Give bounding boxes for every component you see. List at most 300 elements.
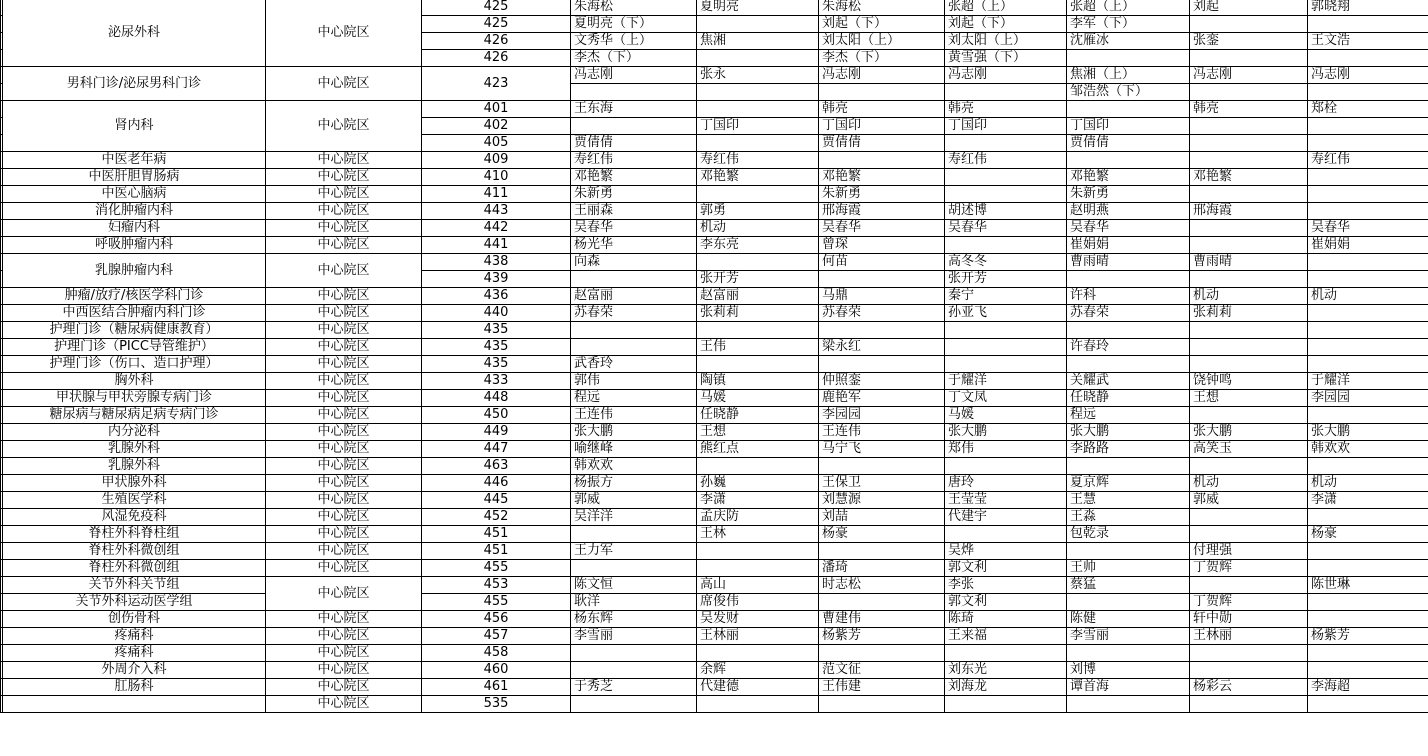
doctor-cell[interactable]: 潘琦 [819, 560, 945, 577]
doctor-cell[interactable]: 张开芳 [697, 271, 819, 288]
department-cell[interactable]: 肾内科 [3, 101, 266, 152]
doctor-cell[interactable]: 朱海松 [819, 0, 945, 16]
doctor-cell[interactable]: 刘喆 [819, 509, 945, 526]
doctor-cell[interactable]: 王莹莹 [945, 492, 1067, 509]
doctor-cell[interactable]: 关耀武 [1067, 373, 1190, 390]
campus-cell[interactable]: 中心院区 [266, 679, 422, 696]
doctor-cell[interactable]: 王伟 [697, 339, 819, 356]
doctor-cell[interactable]: 张大鹏 [1067, 424, 1190, 441]
doctor-cell[interactable] [1308, 118, 1428, 135]
campus-cell[interactable]: 中心院区 [266, 0, 422, 67]
doctor-cell[interactable]: 贾倩倩 [819, 135, 945, 152]
doctor-cell[interactable]: 杨豪 [819, 526, 945, 543]
doctor-cell[interactable]: 孙亚飞 [945, 305, 1067, 322]
doctor-cell[interactable] [1190, 526, 1308, 543]
doctor-cell[interactable]: 李路路 [1067, 441, 1190, 458]
room-cell[interactable]: 425 [422, 16, 571, 33]
doctor-cell[interactable]: 武香玲 [571, 356, 697, 373]
room-cell[interactable]: 426 [422, 50, 571, 67]
doctor-cell[interactable] [1308, 509, 1428, 526]
doctor-cell[interactable] [697, 560, 819, 577]
doctor-cell[interactable]: 寿红伟 [945, 152, 1067, 169]
doctor-cell[interactable]: 吴发财 [697, 611, 819, 628]
doctor-cell[interactable]: 丁贺辉 [1190, 594, 1308, 611]
doctor-cell[interactable] [697, 135, 819, 152]
doctor-cell[interactable]: 郭文利 [945, 594, 1067, 611]
doctor-cell[interactable] [697, 16, 819, 33]
doctor-cell[interactable]: 杨振方 [571, 475, 697, 492]
doctor-cell[interactable]: 沈雁冰 [1067, 33, 1190, 50]
campus-cell[interactable]: 中心院区 [266, 186, 422, 203]
doctor-cell[interactable]: 陈琦 [945, 611, 1067, 628]
doctor-cell[interactable]: 杨豪 [1308, 526, 1428, 543]
doctor-cell[interactable]: 张超（上） [945, 0, 1067, 16]
doctor-cell[interactable]: 鹿艳军 [819, 390, 945, 407]
doctor-cell[interactable]: 丁贺辉 [1190, 560, 1308, 577]
department-cell[interactable]: 中医心脑病 [3, 186, 266, 203]
doctor-cell[interactable]: 焦湘 [697, 33, 819, 50]
doctor-cell[interactable] [1308, 50, 1428, 67]
doctor-cell[interactable]: 饶钟鸣 [1190, 373, 1308, 390]
doctor-cell[interactable]: 陈世琳 [1308, 577, 1428, 594]
doctor-cell[interactable] [819, 696, 945, 713]
doctor-cell[interactable] [1308, 543, 1428, 560]
doctor-cell[interactable] [945, 237, 1067, 254]
doctor-cell[interactable]: 王帅 [1067, 560, 1190, 577]
doctor-cell[interactable] [1190, 16, 1308, 33]
room-cell[interactable]: 443 [422, 203, 571, 220]
room-cell[interactable]: 409 [422, 152, 571, 169]
doctor-cell[interactable] [1067, 543, 1190, 560]
doctor-cell[interactable] [819, 356, 945, 373]
doctor-cell[interactable]: 喻继峰 [571, 441, 697, 458]
doctor-cell[interactable] [1067, 322, 1190, 339]
doctor-cell[interactable] [1067, 696, 1190, 713]
department-cell[interactable]: 男科门诊/泌尿男科门诊 [3, 67, 266, 101]
doctor-cell[interactable]: 陶镇 [697, 373, 819, 390]
campus-cell[interactable]: 中心院区 [266, 458, 422, 475]
doctor-cell[interactable]: 郭伟 [571, 373, 697, 390]
doctor-cell[interactable]: 梁永红 [819, 339, 945, 356]
doctor-cell[interactable]: 许科 [1067, 288, 1190, 305]
doctor-cell[interactable] [945, 645, 1067, 662]
doctor-cell[interactable]: 机动 [697, 220, 819, 237]
room-cell[interactable]: 425 [422, 0, 571, 16]
doctor-cell[interactable]: 吴烨 [945, 543, 1067, 560]
doctor-cell[interactable]: 曹雨晴 [1190, 254, 1308, 271]
room-cell[interactable]: 436 [422, 288, 571, 305]
department-cell[interactable]: 风湿免疫科 [3, 509, 266, 526]
doctor-cell[interactable]: 李东亮 [697, 237, 819, 254]
doctor-cell[interactable]: 于秀芝 [571, 679, 697, 696]
doctor-cell[interactable]: 机动 [1190, 288, 1308, 305]
department-cell[interactable]: 脊柱外科微创组 [3, 543, 266, 560]
doctor-cell[interactable]: 王想 [1190, 390, 1308, 407]
room-cell[interactable]: 460 [422, 662, 571, 679]
doctor-cell[interactable]: 朱新勇 [571, 186, 697, 203]
doctor-cell[interactable]: 王林丽 [1190, 628, 1308, 645]
doctor-cell[interactable]: 吴春华 [1308, 220, 1428, 237]
doctor-cell[interactable] [1308, 594, 1428, 611]
doctor-cell[interactable] [1308, 662, 1428, 679]
doctor-cell[interactable]: 王慧 [1067, 492, 1190, 509]
room-cell[interactable]: 435 [422, 356, 571, 373]
doctor-cell[interactable] [819, 645, 945, 662]
doctor-cell[interactable]: 张大鹏 [945, 424, 1067, 441]
doctor-cell[interactable]: 于耀洋 [945, 373, 1067, 390]
campus-cell[interactable]: 中心院区 [266, 305, 422, 322]
doctor-cell[interactable]: 冯志刚 [1190, 67, 1308, 84]
room-cell[interactable]: 455 [422, 594, 571, 611]
doctor-cell[interactable]: 曹建伟 [819, 611, 945, 628]
doctor-cell[interactable] [697, 645, 819, 662]
doctor-cell[interactable] [571, 84, 697, 101]
doctor-cell[interactable]: 程远 [1067, 407, 1190, 424]
doctor-cell[interactable]: 王文浩 [1308, 33, 1428, 50]
doctor-cell[interactable]: 付理强 [1190, 543, 1308, 560]
doctor-cell[interactable]: 任晓静 [697, 407, 819, 424]
campus-cell[interactable]: 中心院区 [266, 611, 422, 628]
doctor-cell[interactable]: 时志松 [819, 577, 945, 594]
doctor-cell[interactable] [697, 458, 819, 475]
doctor-cell[interactable]: 丁国印 [819, 118, 945, 135]
doctor-cell[interactable]: 张超（上） [1067, 0, 1190, 16]
room-cell[interactable]: 410 [422, 169, 571, 186]
doctor-cell[interactable]: 崔娟娟 [1308, 237, 1428, 254]
campus-cell[interactable]: 中心院区 [266, 67, 422, 101]
doctor-cell[interactable] [571, 560, 697, 577]
department-cell[interactable]: 脊柱外科脊柱组 [3, 526, 266, 543]
campus-cell[interactable]: 中心院区 [266, 543, 422, 560]
doctor-cell[interactable]: 杨紫芳 [819, 628, 945, 645]
doctor-cell[interactable]: 李海超 [1308, 679, 1428, 696]
doctor-cell[interactable]: 马媛 [945, 407, 1067, 424]
doctor-cell[interactable]: 邓艳繁 [1190, 169, 1308, 186]
department-cell[interactable]: 甲状腺外科 [3, 475, 266, 492]
doctor-cell[interactable]: 王伟建 [819, 679, 945, 696]
doctor-cell[interactable]: 范文征 [819, 662, 945, 679]
doctor-cell[interactable]: 何苗 [819, 254, 945, 271]
department-cell[interactable]: 乳腺外科 [3, 441, 266, 458]
doctor-cell[interactable]: 李雪丽 [1067, 628, 1190, 645]
doctor-cell[interactable]: 崔娟娟 [1067, 237, 1190, 254]
campus-cell[interactable]: 中心院区 [266, 373, 422, 390]
doctor-cell[interactable] [1067, 594, 1190, 611]
doctor-cell[interactable]: 王保卫 [819, 475, 945, 492]
doctor-cell[interactable]: 谭首海 [1067, 679, 1190, 696]
doctor-cell[interactable] [1308, 322, 1428, 339]
doctor-cell[interactable] [1190, 339, 1308, 356]
room-cell[interactable]: 426 [422, 33, 571, 50]
doctor-cell[interactable]: 马鼎 [819, 288, 945, 305]
doctor-cell[interactable] [945, 356, 1067, 373]
department-cell[interactable]: 创伤骨科 [3, 611, 266, 628]
doctor-cell[interactable]: 韩欢欢 [1308, 441, 1428, 458]
room-cell[interactable]: 456 [422, 611, 571, 628]
doctor-cell[interactable]: 寿红伟 [697, 152, 819, 169]
doctor-cell[interactable]: 王丽森 [571, 203, 697, 220]
doctor-cell[interactable] [697, 50, 819, 67]
doctor-cell[interactable]: 蔡猛 [1067, 577, 1190, 594]
doctor-cell[interactable] [1190, 662, 1308, 679]
doctor-cell[interactable]: 郑栓 [1308, 101, 1428, 118]
doctor-cell[interactable] [697, 322, 819, 339]
doctor-cell[interactable]: 赵富丽 [697, 288, 819, 305]
doctor-cell[interactable]: 秦宁 [945, 288, 1067, 305]
doctor-cell[interactable] [1308, 560, 1428, 577]
doctor-cell[interactable] [1190, 220, 1308, 237]
campus-cell[interactable]: 中心院区 [266, 101, 422, 152]
department-cell[interactable]: 胸外科 [3, 373, 266, 390]
department-cell[interactable]: 护理门诊（PICC导管维护） [3, 339, 266, 356]
doctor-cell[interactable] [945, 458, 1067, 475]
doctor-cell[interactable]: 朱海松 [571, 0, 697, 16]
doctor-cell[interactable]: 仲照銮 [819, 373, 945, 390]
doctor-cell[interactable] [1067, 271, 1190, 288]
doctor-cell[interactable]: 李潇 [697, 492, 819, 509]
room-cell[interactable]: 447 [422, 441, 571, 458]
doctor-cell[interactable]: 陈文恒 [571, 577, 697, 594]
doctor-cell[interactable]: 邓艳繁 [1067, 169, 1190, 186]
doctor-cell[interactable] [571, 696, 697, 713]
doctor-cell[interactable] [1190, 577, 1308, 594]
doctor-cell[interactable]: 贾倩倩 [571, 135, 697, 152]
doctor-cell[interactable]: 黄雪强（下） [945, 50, 1067, 67]
department-cell[interactable]: 疼痛科 [3, 645, 266, 662]
doctor-cell[interactable] [1308, 135, 1428, 152]
doctor-cell[interactable]: 刘太阳（上） [819, 33, 945, 50]
doctor-cell[interactable] [697, 254, 819, 271]
doctor-cell[interactable]: 张大鹏 [571, 424, 697, 441]
room-cell[interactable]: 450 [422, 407, 571, 424]
room-cell[interactable]: 449 [422, 424, 571, 441]
doctor-cell[interactable]: 高山 [697, 577, 819, 594]
doctor-cell[interactable]: 程远 [571, 390, 697, 407]
room-cell[interactable]: 535 [422, 696, 571, 713]
room-cell[interactable]: 401 [422, 101, 571, 118]
doctor-cell[interactable] [1308, 356, 1428, 373]
doctor-cell[interactable]: 吴春华 [571, 220, 697, 237]
doctor-cell[interactable] [571, 662, 697, 679]
doctor-cell[interactable] [945, 84, 1067, 101]
doctor-cell[interactable]: 轩中勋 [1190, 611, 1308, 628]
doctor-cell[interactable] [1190, 135, 1308, 152]
doctor-cell[interactable]: 刘起（下） [819, 16, 945, 33]
doctor-cell[interactable]: 苏春荣 [1067, 305, 1190, 322]
doctor-cell[interactable]: 机动 [1308, 475, 1428, 492]
doctor-cell[interactable] [697, 84, 819, 101]
doctor-cell[interactable] [819, 458, 945, 475]
doctor-cell[interactable]: 耿洋 [571, 594, 697, 611]
campus-cell[interactable]: 中心院区 [266, 492, 422, 509]
department-cell[interactable]: 甲状腺与甲状旁腺专病门诊 [3, 390, 266, 407]
doctor-cell[interactable] [1190, 186, 1308, 203]
campus-cell[interactable]: 中心院区 [266, 390, 422, 407]
department-cell[interactable]: 消化肿瘤内科 [3, 203, 266, 220]
doctor-cell[interactable] [1308, 186, 1428, 203]
doctor-cell[interactable]: 赵富丽 [571, 288, 697, 305]
doctor-cell[interactable] [1190, 509, 1308, 526]
doctor-cell[interactable] [1067, 356, 1190, 373]
campus-cell[interactable]: 中心院区 [266, 356, 422, 373]
doctor-cell[interactable] [1308, 16, 1428, 33]
doctor-cell[interactable]: 王林丽 [697, 628, 819, 645]
room-cell[interactable]: 440 [422, 305, 571, 322]
department-cell[interactable]: 乳腺肿瘤内科 [3, 254, 266, 288]
doctor-cell[interactable]: 张銮 [1190, 33, 1308, 50]
doctor-cell[interactable]: 苏春荣 [571, 305, 697, 322]
doctor-cell[interactable]: 李园园 [819, 407, 945, 424]
room-cell[interactable]: 438 [422, 254, 571, 271]
doctor-cell[interactable]: 邢海霞 [1190, 203, 1308, 220]
room-cell[interactable]: 446 [422, 475, 571, 492]
doctor-cell[interactable]: 王来福 [945, 628, 1067, 645]
doctor-cell[interactable] [1067, 101, 1190, 118]
doctor-cell[interactable]: 焦湘（上） [1067, 67, 1190, 84]
doctor-cell[interactable] [1190, 458, 1308, 475]
doctor-cell[interactable]: 郑伟 [945, 441, 1067, 458]
department-cell[interactable]: 关节外科关节组 [3, 577, 266, 594]
doctor-cell[interactable]: 曹雨晴 [1067, 254, 1190, 271]
doctor-cell[interactable] [571, 118, 697, 135]
doctor-cell[interactable]: 熊红点 [697, 441, 819, 458]
room-cell[interactable]: 435 [422, 322, 571, 339]
doctor-cell[interactable] [1190, 84, 1308, 101]
doctor-cell[interactable] [1190, 322, 1308, 339]
doctor-cell[interactable]: 吴春华 [1067, 220, 1190, 237]
doctor-cell[interactable] [697, 186, 819, 203]
room-cell[interactable]: 442 [422, 220, 571, 237]
doctor-cell[interactable]: 唐玲 [945, 475, 1067, 492]
doctor-cell[interactable] [1190, 118, 1308, 135]
doctor-cell[interactable]: 王林 [697, 526, 819, 543]
room-cell[interactable]: 455 [422, 560, 571, 577]
doctor-cell[interactable] [571, 339, 697, 356]
campus-cell[interactable]: 中心院区 [266, 696, 422, 713]
doctor-cell[interactable]: 王连伟 [819, 424, 945, 441]
doctor-cell[interactable] [945, 696, 1067, 713]
doctor-cell[interactable]: 向森 [571, 254, 697, 271]
doctor-cell[interactable] [1190, 50, 1308, 67]
doctor-cell[interactable]: 刘海龙 [945, 679, 1067, 696]
doctor-cell[interactable] [819, 594, 945, 611]
department-cell[interactable]: 中医肝胆胃肠病 [3, 169, 266, 186]
doctor-cell[interactable] [1190, 356, 1308, 373]
doctor-cell[interactable]: 代建德 [697, 679, 819, 696]
room-cell[interactable]: 448 [422, 390, 571, 407]
campus-cell[interactable]: 中心院区 [266, 441, 422, 458]
doctor-cell[interactable] [819, 322, 945, 339]
doctor-cell[interactable] [1308, 305, 1428, 322]
department-cell[interactable]: 呼吸肿瘤内科 [3, 237, 266, 254]
doctor-cell[interactable]: 丁国印 [697, 118, 819, 135]
campus-cell[interactable]: 中心院区 [266, 407, 422, 424]
doctor-cell[interactable]: 朱新勇 [819, 186, 945, 203]
doctor-cell[interactable]: 吴春华 [945, 220, 1067, 237]
doctor-cell[interactable]: 李张 [945, 577, 1067, 594]
doctor-cell[interactable] [1190, 645, 1308, 662]
campus-cell[interactable]: 中心院区 [266, 322, 422, 339]
doctor-cell[interactable]: 寿红伟 [571, 152, 697, 169]
doctor-cell[interactable]: 孟庆防 [697, 509, 819, 526]
doctor-cell[interactable]: 刘东光 [945, 662, 1067, 679]
doctor-cell[interactable]: 于耀洋 [1308, 373, 1428, 390]
department-cell[interactable]: 关节外科运动医学组 [3, 594, 266, 611]
doctor-cell[interactable]: 刘起（下） [945, 16, 1067, 33]
room-cell[interactable]: 405 [422, 135, 571, 152]
doctor-cell[interactable]: 韩亮 [819, 101, 945, 118]
department-cell[interactable]: 肿瘤/放疗/核医学科门诊 [3, 288, 266, 305]
doctor-cell[interactable]: 夏明亮（下） [571, 16, 697, 33]
doctor-cell[interactable] [571, 271, 697, 288]
doctor-cell[interactable]: 王连伟 [571, 407, 697, 424]
department-cell[interactable]: 泌尿外科 [3, 0, 266, 67]
doctor-cell[interactable]: 杨东辉 [571, 611, 697, 628]
doctor-cell[interactable] [1190, 696, 1308, 713]
doctor-cell[interactable]: 邓艳繁 [819, 169, 945, 186]
doctor-cell[interactable]: 邓艳繁 [571, 169, 697, 186]
doctor-cell[interactable] [945, 322, 1067, 339]
campus-cell[interactable]: 中心院区 [266, 560, 422, 577]
room-cell[interactable]: 457 [422, 628, 571, 645]
room-cell[interactable]: 439 [422, 271, 571, 288]
doctor-cell[interactable] [1067, 645, 1190, 662]
doctor-cell[interactable]: 高笑玉 [1190, 441, 1308, 458]
department-cell[interactable]: 妇瘤内科 [3, 220, 266, 237]
doctor-cell[interactable]: 李杰（下） [819, 50, 945, 67]
doctor-cell[interactable]: 郭文利 [945, 560, 1067, 577]
doctor-cell[interactable]: 许春玲 [1067, 339, 1190, 356]
room-cell[interactable]: 458 [422, 645, 571, 662]
room-cell[interactable]: 451 [422, 543, 571, 560]
doctor-cell[interactable]: 机动 [1308, 288, 1428, 305]
doctor-cell[interactable]: 陈健 [1067, 611, 1190, 628]
room-cell[interactable]: 445 [422, 492, 571, 509]
doctor-cell[interactable] [1308, 84, 1428, 101]
doctor-cell[interactable] [697, 356, 819, 373]
doctor-cell[interactable]: 吴春华 [819, 220, 945, 237]
doctor-cell[interactable] [1308, 696, 1428, 713]
campus-cell[interactable]: 中心院区 [266, 237, 422, 254]
doctor-cell[interactable] [1190, 271, 1308, 288]
doctor-cell[interactable] [1190, 237, 1308, 254]
doctor-cell[interactable] [819, 543, 945, 560]
doctor-cell[interactable]: 郭威 [571, 492, 697, 509]
doctor-cell[interactable] [571, 645, 697, 662]
campus-cell[interactable]: 中心院区 [266, 424, 422, 441]
doctor-cell[interactable]: 吴洋洋 [571, 509, 697, 526]
doctor-cell[interactable]: 马媛 [697, 390, 819, 407]
doctor-cell[interactable] [819, 84, 945, 101]
doctor-cell[interactable]: 王想 [697, 424, 819, 441]
doctor-cell[interactable]: 胡述博 [945, 203, 1067, 220]
department-cell[interactable]: 护理门诊（糖尿病健康教育） [3, 322, 266, 339]
doctor-cell[interactable]: 包乾录 [1067, 526, 1190, 543]
doctor-cell[interactable]: 高冬冬 [945, 254, 1067, 271]
doctor-cell[interactable]: 机动 [1190, 475, 1308, 492]
doctor-cell[interactable] [945, 186, 1067, 203]
doctor-cell[interactable] [819, 271, 945, 288]
campus-cell[interactable]: 中心院区 [266, 475, 422, 492]
doctor-cell[interactable]: 杨彩云 [1190, 679, 1308, 696]
campus-cell[interactable]: 中心院区 [266, 509, 422, 526]
campus-cell[interactable]: 中心院区 [266, 526, 422, 543]
department-cell[interactable]: 生殖医学科 [3, 492, 266, 509]
doctor-cell[interactable]: 文秀华（上） [571, 33, 697, 50]
department-cell[interactable]: 疼痛科 [3, 628, 266, 645]
doctor-cell[interactable] [1067, 458, 1190, 475]
room-cell[interactable]: 453 [422, 577, 571, 594]
